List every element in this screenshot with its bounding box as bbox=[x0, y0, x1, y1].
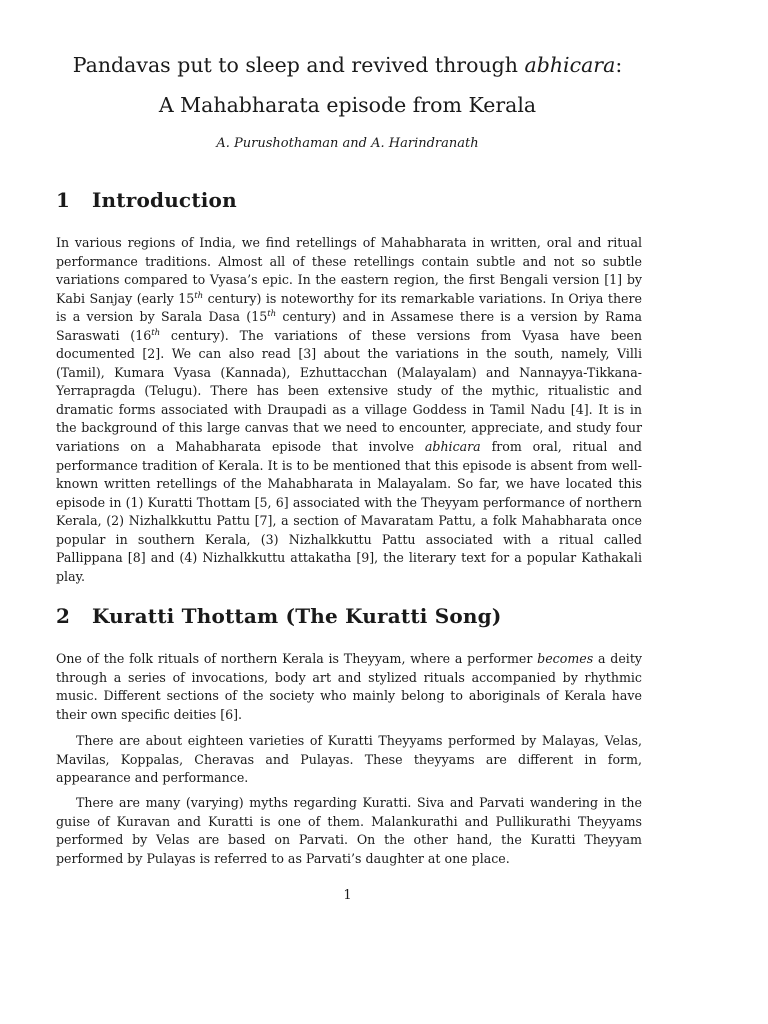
page-number: 1 bbox=[343, 888, 352, 903]
title-text: Pandavas put to sleep and revived through bbox=[72, 53, 525, 77]
text-run: century) and in Assamese there is a version by Rama Saraswati (16 bbox=[56, 309, 642, 343]
superscript: th bbox=[267, 309, 277, 319]
paper-title-line-1 bbox=[0, 53, 695, 77]
section-heading-kuratti-thottam bbox=[56, 603, 502, 629]
title-italic-term: abhicara bbox=[524, 53, 616, 77]
kuratti-paragraph-2: There are about eighteen varieties of Kuratti Theyyams performed by Malayas, Velas, Mavilas, Koppalas, Cheravas and Pulayas. These theyyams are different in form, appearance and performance. bbox=[56, 733, 642, 786]
author-line: A. Purushothaman and A. Harindranath bbox=[216, 136, 479, 151]
section-heading-introduction bbox=[56, 187, 237, 213]
text-run: century) is noteworthy for its remarkable variations. In Oriya there is a version by Sarala Dasa (15 bbox=[56, 290, 642, 325]
introduction-paragraph bbox=[56, 234, 642, 586]
italic-term: becomes bbox=[537, 651, 594, 666]
superscript: th bbox=[151, 327, 161, 338]
text-run: One of the folk rituals of northern Kerala is Theyyam, where a performer bbox=[56, 651, 538, 666]
section-number: 1 bbox=[56, 188, 71, 212]
text-run: century). The variations of these versions from Vyasa have been documented [2]. We can also read [3] about the variations in the south, namely, Villi (Tamil), Kumara Vyasa (Kannada), Ezhuttacchan (Malayalam) and Nannayya-Tikkana-Yerrapragda (Telugu). There has been extensive study of the mythic, ritualistic and dramatic forms associated with Draupadi as a village Goddess in Tamil Nadu [4]. It is in the background of this large canvas that we need to encounter, appreciate, and study four variations on a Mahabharata episode that involve bbox=[56, 327, 642, 455]
section-number: 2 bbox=[56, 604, 71, 628]
paper-title-line-2: A Mahabharata episode from Kerala bbox=[158, 93, 537, 117]
section-title: Kuratti Thottam (The Kuratti Song) bbox=[92, 604, 502, 628]
section-title: Introduction bbox=[92, 188, 237, 212]
kuratti-paragraph-3: There are many (varying) myths regarding Kuratti. Siva and Parvati wandering in the guise of Kuravan and Kuratti is one of them. Malankurathi and Pullikurathi Theyyams performed by Velas are based on Parvati. On the other hand, the Kuratti Theyyam performed by Pulayas is referred to as Parvati’s daughter at one place. bbox=[56, 795, 642, 866]
italic-term: abhicara bbox=[424, 439, 481, 455]
text-run: from oral, ritual and performance tradition of Kerala. It is to be mentioned that this episode is absent from well-known written retellings of the Mahabharata in Malayalam. So far, we have located this episode in (1) Kuratti Thottam [5, 6] associated with the Theyyam performance of northern Kerala, (2) Nizhalkkuttu Pattu [7], a section of Mavaratam Pattu, a folk Mahabharata once popular in southern Kerala, (3) Nizhalkkuttu Pattu associated with a ritual called Pallippana [8] and (4) Nizhalkkuttu attakatha [9], the literary text for a popular Kathakali play. bbox=[56, 439, 642, 584]
title-colon: : bbox=[615, 53, 623, 77]
text-run: In various regions of India, we find retellings of Mahabharata in written, oral and ritual performance traditions. Almost all of these retellings contain subtle and not so subtle variations compared to Vyasa’s epic. In the eastern region, the first Bengali version [1] by Kabi Sanjay (early 15 bbox=[56, 235, 642, 306]
superscript: th bbox=[194, 290, 204, 301]
kuratti-paragraph-1 bbox=[56, 650, 642, 724]
text-run: a deity through a series of invocations, body art and stylized rituals accompanied by rhythmic music. Different sections of the society who mainly belong to aboriginals of Kerala have their own specific deities [6]. bbox=[56, 651, 642, 722]
